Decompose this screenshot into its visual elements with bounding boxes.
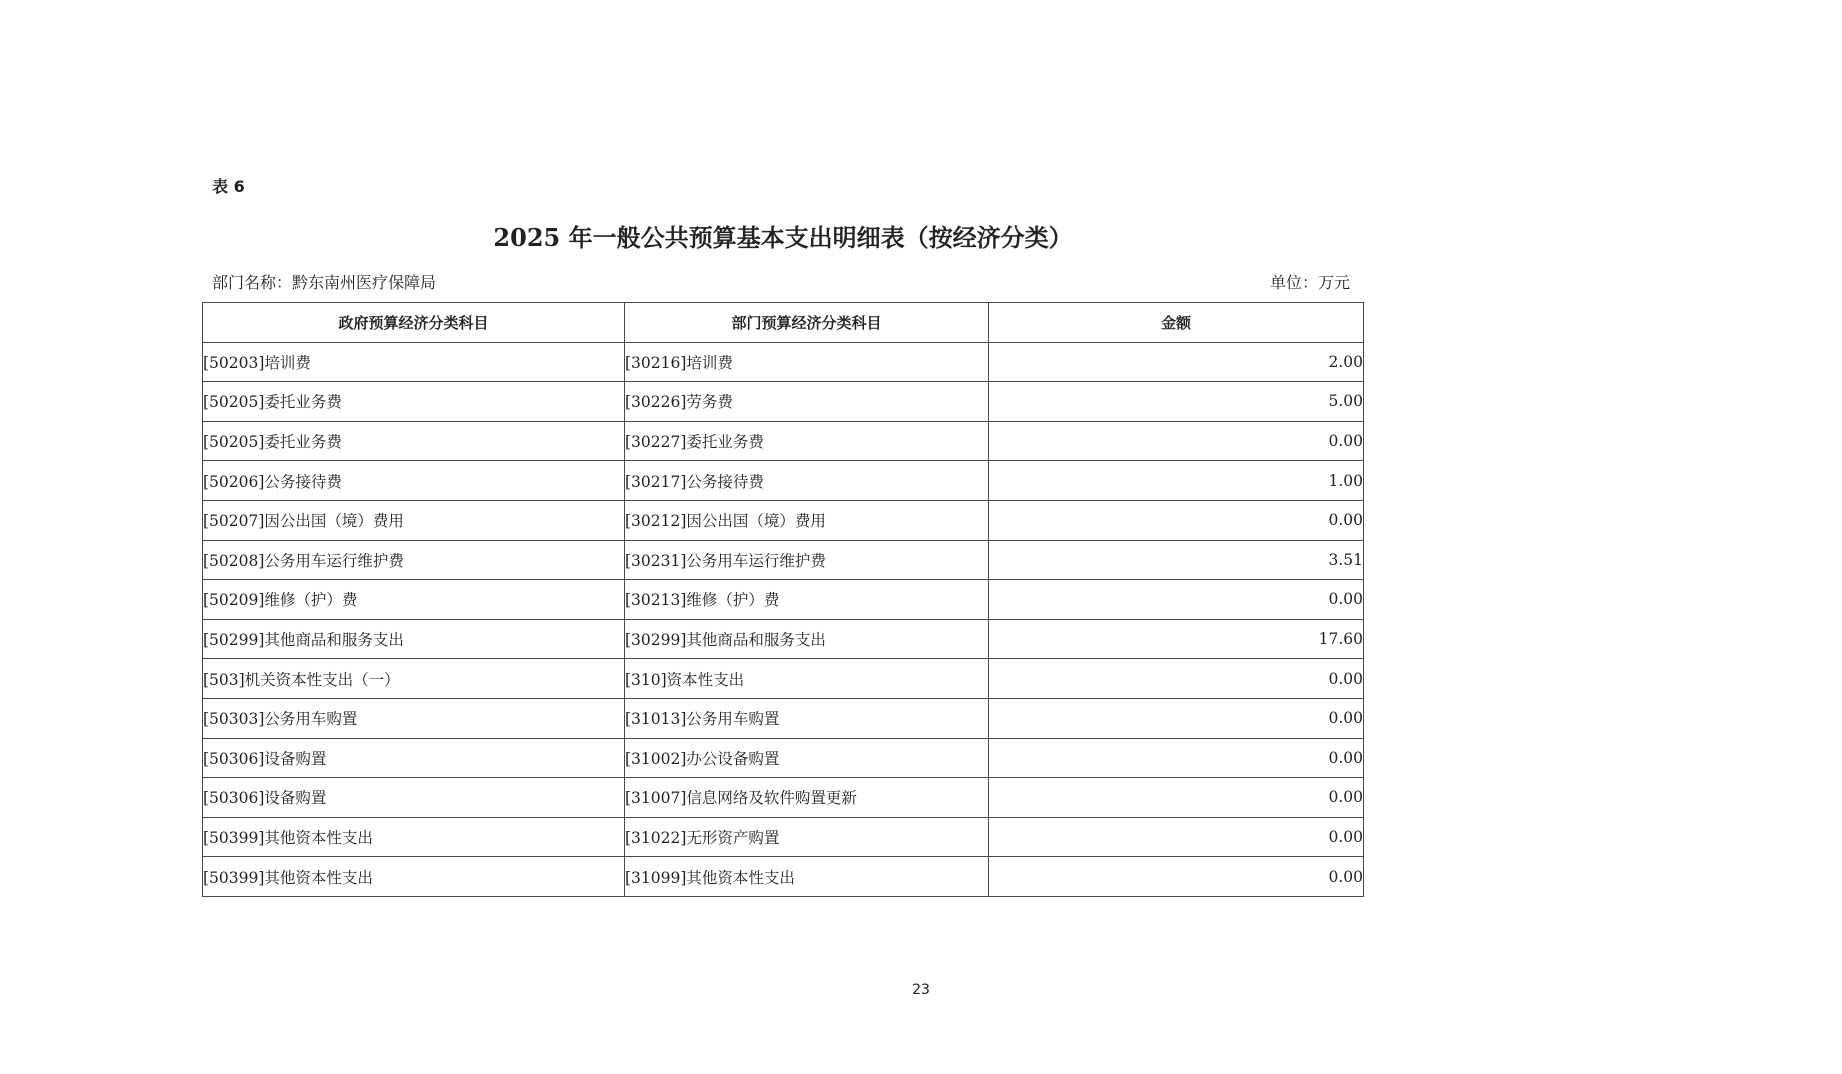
- header-dept-category: 部门预算经济分类科目: [625, 303, 989, 343]
- gov-category-cell: [50205]委托业务费: [203, 382, 625, 422]
- dept-category-cell: [30213]维修（护）费: [625, 580, 989, 620]
- dept-category-cell: [30216]培训费: [625, 342, 989, 382]
- dept-category-cell: [30226]劳务费: [625, 382, 989, 422]
- dept-category-cell: [31007]信息网络及软件购置更新: [625, 778, 989, 818]
- gov-category-cell: [503]机关资本性支出（一）: [203, 659, 625, 699]
- table-row: [203, 738, 1364, 778]
- dept-category-cell: [31022]无形资产购置: [625, 817, 989, 857]
- gov-category-cell: [50399]其他资本性支出: [203, 817, 625, 857]
- table-row: [203, 342, 1364, 382]
- amount-cell: 5.00: [989, 382, 1364, 422]
- expenditure-table: [202, 302, 1364, 897]
- gov-category-cell: [50299]其他商品和服务支出: [203, 619, 625, 659]
- department-name: 部门名称：黔东南州医疗保障局: [212, 273, 437, 292]
- amount-cell: 0.00: [989, 817, 1364, 857]
- table-label: 表 6: [212, 177, 245, 196]
- table-row: [203, 857, 1364, 897]
- gov-category-cell: [50205]委托业务费: [203, 421, 625, 461]
- table-row: [203, 382, 1364, 422]
- dept-category-cell: [31002]办公设备购置: [625, 738, 989, 778]
- amount-cell: 0.00: [989, 857, 1364, 897]
- table-row: [203, 580, 1364, 620]
- table-row: [203, 540, 1364, 580]
- table-row: [203, 619, 1364, 659]
- header-gov-category: 政府预算经济分类科目: [203, 303, 625, 343]
- amount-cell: 0.00: [989, 580, 1364, 620]
- amount-cell: 17.60: [989, 619, 1364, 659]
- table-meta: [212, 270, 1350, 294]
- amount-cell: 0.00: [989, 421, 1364, 461]
- page-number: 23: [912, 982, 930, 998]
- dept-category-cell: [30227]委托业务费: [625, 421, 989, 461]
- gov-category-cell: [50207]因公出国（境）费用: [203, 500, 625, 540]
- table-row: [203, 698, 1364, 738]
- table-row: [203, 817, 1364, 857]
- amount-cell: 0.00: [989, 698, 1364, 738]
- document-title: 2025 年一般公共预算基本支出明细表（按经济分类）: [493, 223, 1073, 252]
- dept-category-cell: [310]资本性支出: [625, 659, 989, 699]
- gov-category-cell: [50303]公务用车购置: [203, 698, 625, 738]
- table-row: [203, 421, 1364, 461]
- dept-category-cell: [31013]公务用车购置: [625, 698, 989, 738]
- table-row: [203, 659, 1364, 699]
- gov-category-cell: [50208]公务用车运行维护费: [203, 540, 625, 580]
- amount-cell: 0.00: [989, 500, 1364, 540]
- amount-cell: 0.00: [989, 778, 1364, 818]
- dept-category-cell: [30212]因公出国（境）费用: [625, 500, 989, 540]
- amount-cell: 1.00: [989, 461, 1364, 501]
- amount-cell: 2.00: [989, 342, 1364, 382]
- gov-category-cell: [50306]设备购置: [203, 738, 625, 778]
- unit-label: 单位：万元: [1269, 273, 1350, 292]
- gov-category-cell: [50209]维修（护）费: [203, 580, 625, 620]
- gov-category-cell: [50399]其他资本性支出: [203, 857, 625, 897]
- table-row: [203, 778, 1364, 818]
- table-header-row: [203, 303, 1364, 343]
- dept-category-cell: [30231]公务用车运行维护费: [625, 540, 989, 580]
- table-row: [203, 461, 1364, 501]
- gov-category-cell: [50203]培训费: [203, 342, 625, 382]
- table-row: [203, 500, 1364, 540]
- amount-cell: 0.00: [989, 659, 1364, 699]
- dept-category-cell: [30299]其他商品和服务支出: [625, 619, 989, 659]
- gov-category-cell: [50206]公务接待费: [203, 461, 625, 501]
- header-amount: 金额: [989, 303, 1364, 343]
- gov-category-cell: [50306]设备购置: [203, 778, 625, 818]
- dept-category-cell: [31099]其他资本性支出: [625, 857, 989, 897]
- dept-category-cell: [30217]公务接待费: [625, 461, 989, 501]
- amount-cell: 3.51: [989, 540, 1364, 580]
- amount-cell: 0.00: [989, 738, 1364, 778]
